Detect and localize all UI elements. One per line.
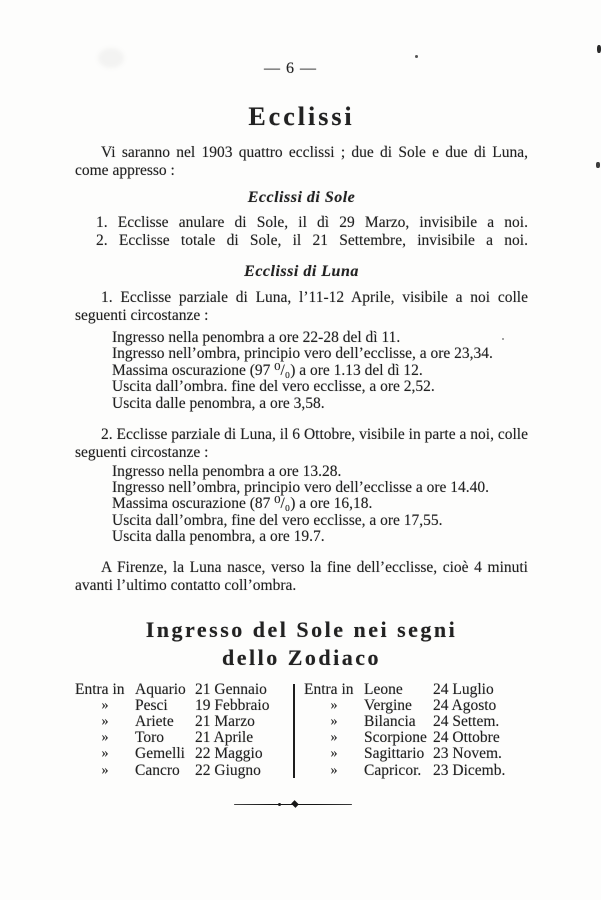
zodiac-table: [75, 682, 528, 779]
entry-date: 24 Luglio: [433, 681, 494, 699]
ditto-mark: »: [101, 746, 109, 762]
section-heading-sole: Ecclissi di Sole: [247, 189, 356, 206]
scan-speck: [596, 162, 600, 168]
zodiac-sign: Gemelli: [135, 745, 185, 763]
zodiac-heading: [75, 616, 528, 672]
entry-date: 24 Settem.: [433, 713, 500, 731]
ditto-mark: »: [101, 762, 109, 778]
zodiac-row: [75, 746, 293, 762]
ditto-mark: »: [330, 746, 338, 762]
entry-date: 22 Maggio: [195, 745, 263, 763]
detail-line: Ingresso nella penombra a ore 13.28.: [112, 463, 342, 481]
zodiac-row: [304, 698, 528, 714]
sole-eclipse-item-2: 2. Ecclisse totale di Sole, il 21 Settembre, invisibile a noi.: [96, 231, 528, 249]
ditto-mark: »: [101, 698, 109, 714]
zodiac-row: [304, 746, 528, 762]
luna-eclipse1-details: [112, 330, 528, 412]
rule-dot: [278, 803, 281, 806]
sole-eclipse-list: [75, 214, 528, 249]
entry-date: 23 Dicemb.: [433, 761, 506, 779]
entry-date: 23 Novem.: [433, 745, 502, 763]
zodiac-row: [304, 730, 528, 746]
end-of-section-rule: [234, 801, 352, 808]
zodiac-sign: Ariete: [135, 713, 174, 731]
ditto-mark: »: [101, 714, 109, 730]
entry-date: 21 Gennaio: [195, 681, 267, 699]
luna-eclipse2-details: [112, 464, 528, 545]
zodiac-sign: Capricor.: [364, 761, 422, 779]
ditto-mark: »: [101, 730, 109, 746]
ditto-mark: »: [330, 714, 338, 730]
detail-line: Uscita dalla penombra, a ore 19.7.: [112, 527, 325, 545]
zodiac-column-left: [75, 682, 293, 779]
entry-date: 24 Agosto: [433, 697, 497, 715]
zodiac-row: [75, 698, 293, 714]
entry-date: 19 Febbraio: [195, 697, 270, 715]
detail-line: Uscita dall’ombra. fine del vero ecclisse, a ore 2,52.: [112, 378, 435, 396]
zodiac-row: [304, 763, 528, 779]
entry-date: 24 Ottobre: [433, 729, 500, 747]
row-prefix: Entra in: [304, 681, 354, 699]
zodiac-sign: Pesci: [135, 697, 168, 715]
row-prefix: Entra in: [75, 681, 125, 699]
page-title: Ecclissi: [248, 102, 355, 131]
scan-speck: [415, 55, 418, 58]
entry-date: 21 Marzo: [195, 713, 255, 731]
intro-paragraph: Vi saranno nel 1903 quattro ecclissi ; due di Sole e due di Luna, come appresso :: [75, 144, 528, 179]
ditto-mark: »: [330, 730, 338, 746]
zodiac-row: [75, 730, 293, 746]
zodiac-sign: Cancro: [135, 761, 180, 779]
firenze-note: A Firenze, la Luna nasce, verso la fine dell’ecclisse, cioè 4 minuti avanti l’ultimo contatto coll’ombra.: [75, 559, 528, 594]
zodiac-sign: Vergine: [364, 697, 412, 715]
zodiac-sign: Sagittario: [364, 745, 425, 763]
detail-line: Ingresso nell’ombra, principio vero dell’ecclisse a ore 14.40.: [112, 479, 490, 497]
detail-line: Ingresso nell’ombra, principio vero dell’ecclisse, a ore 23,34.: [112, 345, 493, 363]
ditto-mark: »: [330, 698, 338, 714]
page-number: — 6 —: [264, 60, 317, 77]
zodiac-column-right: [295, 682, 528, 779]
entry-date: 22 Giugno: [195, 761, 261, 779]
zodiac-row: [75, 682, 293, 698]
sole-eclipse-item-1: 1. Ecclisse anulare di Sole, il dì 29 Marzo, invisibile a noi.: [96, 214, 528, 231]
detail-line: Uscita dalle penombra, a ore 3,58.: [112, 394, 325, 412]
detail-line: Uscita dall’ombra, fine del vero ecclisse, a ore 17,55.: [112, 511, 443, 529]
detail-line: Massima oscurazione (87 ⁰/₀) a ore 16,18.: [112, 495, 373, 513]
zodiac-sign: Scorpione: [364, 729, 427, 747]
zodiac-sign: Leone: [364, 681, 403, 699]
zodiac-row: [304, 714, 528, 730]
detail-line: Massima oscurazione (97 ⁰/₀) a ore 1.13 del dì 12.: [112, 361, 423, 379]
zodiac-row: [75, 714, 293, 730]
zodiac-heading-line1: Ingresso del Sole nei segni: [145, 617, 458, 643]
zodiac-sign: Aquario: [135, 681, 186, 699]
ditto-mark: »: [330, 762, 338, 778]
luna-eclipse1-intro: 1. Ecclisse parziale di Luna, l’11-12 Aprile, visibile a noi colle seguenti circostanze :: [75, 289, 528, 324]
zodiac-sign: Bilancia: [364, 713, 416, 731]
luna-eclipse2-intro: 2. Ecclisse parziale di Luna, il 6 Ottobre, visibile in parte a noi, colle seguenti circostanze :: [75, 426, 528, 461]
scan-smudge: [98, 48, 124, 68]
zodiac-row: [75, 763, 293, 779]
section-heading-luna: Ecclissi di Luna: [244, 263, 359, 280]
scan-speck: [597, 45, 601, 53]
zodiac-heading-line2: dello Zodiaco: [221, 645, 381, 671]
detail-line: Ingresso nella penombra a ore 22-28 del dì 11.: [112, 329, 401, 346]
entry-date: 21 Aprile: [195, 729, 254, 747]
rule-diamond: [291, 800, 299, 808]
zodiac-row: [304, 682, 528, 698]
scan-speck: [502, 338, 504, 340]
zodiac-sign: Toro: [135, 729, 165, 747]
